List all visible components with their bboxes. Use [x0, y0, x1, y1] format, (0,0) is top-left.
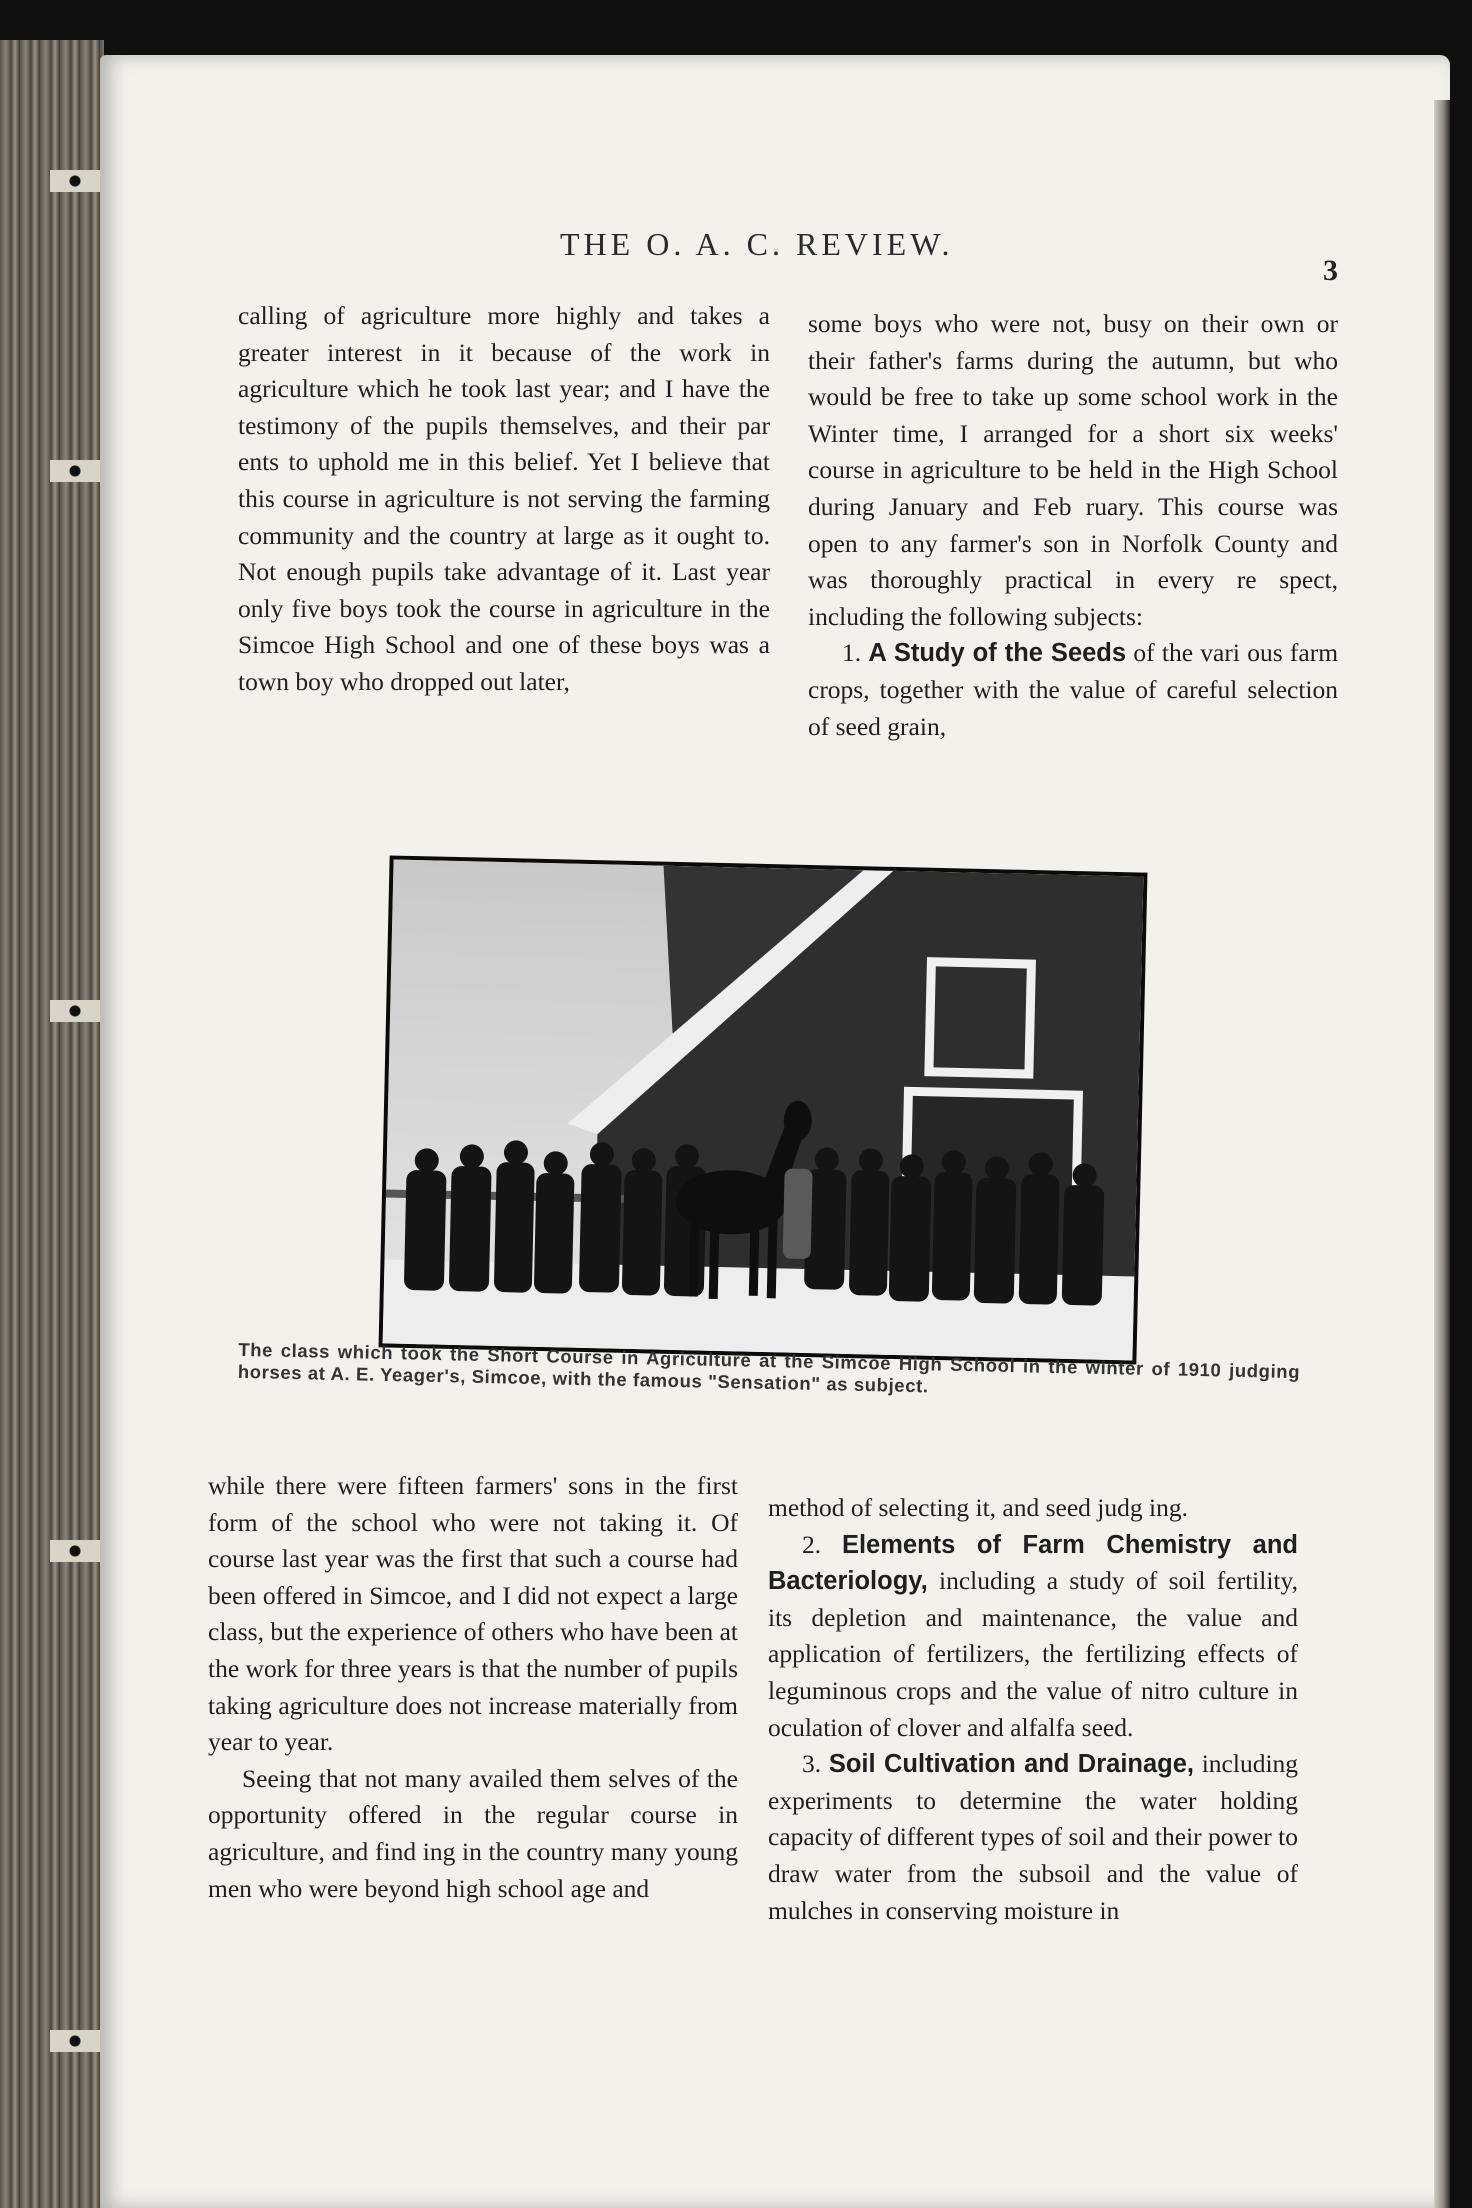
item-number: 2.	[802, 1529, 822, 1559]
item-text: including experiments to determine the water holding capacity of different types of soil and their power to draw water from the subsoil and the value of mulches in conserving moisture in	[768, 1749, 1299, 1925]
item-heading: Soil Cultivation and Drainage,	[828, 1750, 1195, 1779]
class-photograph	[379, 855, 1148, 1364]
paragraph: some boys who were not, busy on their own or their father's farms during the autumn, but who would be free to take up some school work in the Winter time, I arranged for a short six weeks' course in agriculture to be held in the High School during January and Feb ruary. This course was open to any farmer's son in Norfolk County and was thoroughly practical in every re spect, including the following subjects:	[808, 309, 1338, 631]
paragraph: while there were fifteen farmers' sons in the first form of the school who were not taking it. Of course last year was the first that such a course had been offered in Simcoe, and I did not expect a large class, but the experience of others who have been at the work for three years is that the number of pupils taking agriculture does not increase materially from year to year.	[208, 1471, 738, 1757]
column-top-left	[238, 298, 770, 701]
list-item-chemistry	[768, 1527, 1298, 1747]
item-text: of the vari ous farm crops, together with the value of careful selection of seed grain,	[808, 638, 1339, 741]
item-heading: Elements of Farm Chemistry and Bacteriology,	[768, 1530, 1298, 1596]
item-number: 1.	[842, 638, 862, 668]
photograph-image	[383, 860, 1144, 1361]
paragraph: calling of agriculture more highly and takes a greater interest in it because of the work in agriculture which he took last year; and I have the testimony of the pupils themselves, and their par ents to uphold me in this belief. Yet I believe that this course in agriculture is not serving the farming community and the country at large as it ought to. Not enough pupils take advantage of it. Last year only five boys took the course in agriculture in the Simcoe High School and one of these boys was a town boy who dropped out later,	[238, 301, 770, 696]
column-bottom-left	[208, 1468, 738, 1907]
list-item-soil	[768, 1746, 1298, 1929]
item-text: including a study of soil fertility, its depletion and maintenance, the value and application of fertilizers, the fertilizing effects of leguminous crops and the value of nitro culture in oculation of clover and alfalfa seed.	[768, 1566, 1298, 1742]
figure-caption: The class which took the Short Course in Agriculture at the Simcoe High School in the winter of 1910 judging horses at A. E. Yeager's, Simcoe, with the famous "Sensation" as subject.	[237, 1338, 1301, 1397]
running-title: THE O. A. C. REVIEW.	[560, 226, 954, 262]
paragraph: Seeing that not many availed them selves of the opportunity offered in the regular course in agriculture, and find ing in the country many young men who were beyond high school age and	[208, 1763, 738, 1903]
item-number: 3.	[802, 1749, 822, 1779]
paragraph: method of selecting it, and seed judg ing.	[768, 1493, 1188, 1522]
column-top-right	[808, 306, 1338, 745]
column-bottom-right	[768, 1490, 1298, 1929]
list-item-seeds	[808, 635, 1338, 745]
book-binding	[0, 40, 104, 2208]
page-number: 3	[1323, 254, 1338, 287]
item-heading: A Study of the Seeds	[868, 639, 1127, 668]
page-edge	[1434, 100, 1450, 2208]
